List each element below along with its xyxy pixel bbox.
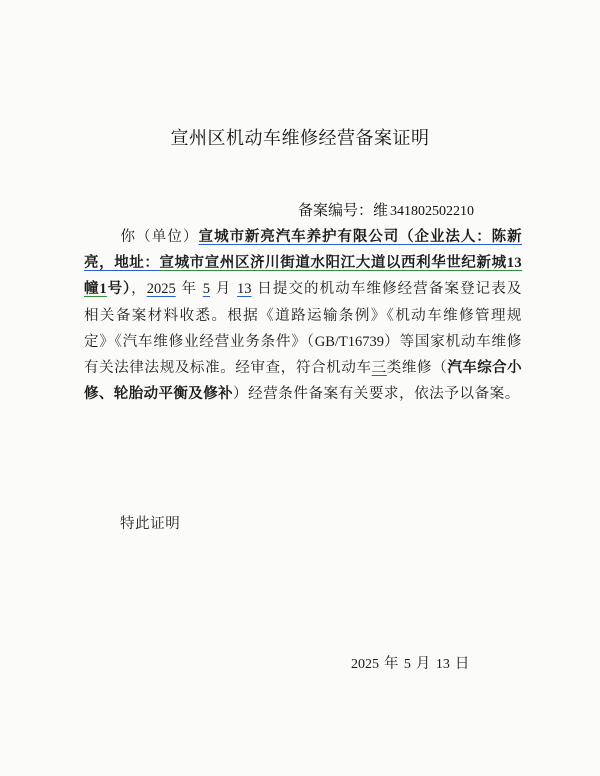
unit-number: 1 <box>99 281 108 298</box>
document-title: 宣州区机动车维修经营备案证明 <box>170 128 430 149</box>
issue-date <box>351 652 470 673</box>
body-lead: 你（单位） <box>120 229 199 245</box>
company-address: 宣城市宣州区济川街道水阳江大道以西利华世纪 <box>159 254 477 272</box>
certificate-body <box>84 224 522 407</box>
company-address-tail: 新城 <box>476 254 507 272</box>
building-suffix: 幢 <box>84 280 100 298</box>
submit-day: 13 <box>237 281 252 298</box>
business-scope: 汽车综合小修、轮胎动平衡及修补 <box>84 359 522 403</box>
issue-month: 5 <box>403 657 411 672</box>
body-ending: ）经营条件备案有关要求，依法予以备案。 <box>233 386 520 403</box>
issue-day: 13 <box>435 657 450 672</box>
submit-year-suffix: 年 <box>175 281 203 298</box>
record-number-label: 备案编号：维 <box>298 201 389 219</box>
closing-statement: 特此证明 <box>120 516 181 532</box>
submit-year: 2025 <box>146 281 176 298</box>
repair-category: 三 <box>371 360 387 377</box>
issue-year: 2025 <box>351 657 379 672</box>
issue-year-char: 年 <box>379 656 404 672</box>
issue-day-char: 日 <box>449 656 470 672</box>
body-comma: ， <box>131 281 147 298</box>
body-after-standard: ）等国家机动车维修有关法律法规及标准。经审查，符合机动车 <box>84 333 522 377</box>
unit-suffix: 号） <box>107 280 132 298</box>
record-number-value: 341802502210 <box>390 204 475 219</box>
company-name: 宣城市新亮汽车养护有限公司（企业法人：陈新亮，地址： <box>84 228 522 272</box>
submit-month-suffix: 月 <box>210 281 238 298</box>
submit-month: 5 <box>202 281 211 298</box>
repair-category-suffix: 类维修（ <box>386 360 448 377</box>
body-main-text: 日提交的机动车维修经营备案登记表及相关备案材料收悉。根据《道路运输条例》《机动车维修管理规定》《汽车维修业经营业务条件》（ <box>84 281 522 350</box>
building-number: 13 <box>506 255 522 272</box>
issue-month-char: 月 <box>410 656 436 672</box>
record-number <box>298 199 474 220</box>
standard-code: GB/T16739 <box>314 333 385 350</box>
